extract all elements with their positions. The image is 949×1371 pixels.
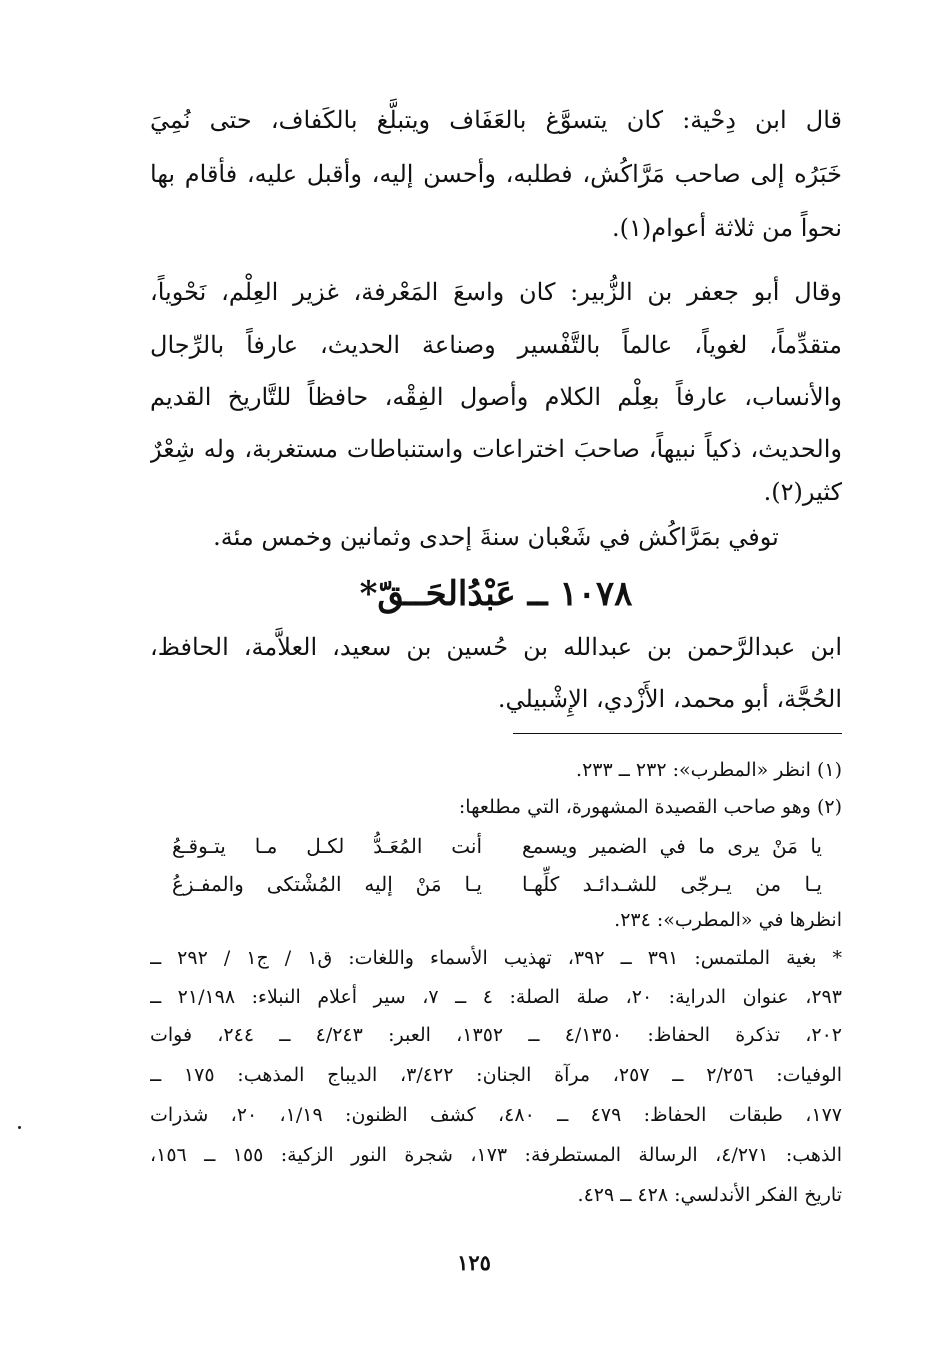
text-line: الحُجَّة، أبو محمد، الأَزْدي، الإِشْبيلي. [497, 685, 842, 713]
text-line: ابن عبدالرَّحمن بن عبدالله بن حُسين بن سعيد، العلاَّمة، الحافظ، [150, 633, 842, 661]
text-line: نحواً من ثلاثة أعوام(١). [612, 214, 842, 242]
page-number: ١٢٥ [457, 1250, 491, 1275]
text-line: تاريخ الفكر الأندلسي: ٤٢٨ ــ ٤٢٩. [577, 1184, 842, 1206]
text-line: وقال أبو جعفر بن الزُّبير: كان واسعَ المَعْرفة، غزير العِلْم، نَحْوياً، [150, 278, 842, 306]
verse-second-hemistich: أنت المُعَـدُّ لكـل مـا يتـوقـعُ [172, 834, 482, 858]
text-line: متقدِّماً، لغوياً، عالماً بالتَّفْسير وصناعة الحديث، عارفاً بالرِّجال [150, 331, 842, 359]
verse-second-hemistich: يـا مَنْ إليه المُشْتكى والمفـزعُ [172, 872, 482, 896]
text-line: الوفيات: ٢/٢٥٦ ــ ٢٥٧، مرآة الجنان: ٣/٤٢٢، الديباج المذهب: ١٧٥ ــ [150, 1064, 842, 1086]
text-line: الذهب: ٤/٢٧١، الرسالة المستطرفة: ١٧٣، شجرة النور الزكية: ١٥٥ ــ ١٥٦، [150, 1144, 842, 1166]
text-line: قال ابن دِحْية: كان يتسوَّغ بالعَفَاف ويتبلَّغ بالكَفاف، حتى نُمِيَ [150, 106, 842, 134]
footnote-2-intro: (٢) وهو صاحب القصيدة المشهورة، التي مطلعها: [458, 796, 842, 818]
text-line: ٢٩٣، عنوان الدراية: ٢٠، صلة الصلة: ٤ ــ ٧، سير أعلام النبلاء: ٢١/١٩٨ ــ [150, 986, 842, 1008]
footnote-2-reference: انظرها في «المطرب»: ٢٣٤. [614, 909, 842, 931]
text-line: كثير(٢). [763, 478, 842, 506]
footnote-1: (١) انظر «المطرب»: ٢٣٢ ــ ٢٣٣. [576, 759, 842, 781]
text-line: * بغية الملتمس: ٣٩١ ــ ٣٩٢، تهذيب الأسماء واللغات: ق١ / ج١ / ٢٩٢ ــ [150, 947, 842, 969]
verse-line [150, 826, 842, 866]
footnote-separator [513, 733, 842, 734]
text-line: خَبَرُه إلى صاحب مَرَّاكُش، فطلبه، وأحسن إليه، وأقبل عليه، فأقام بها [150, 160, 842, 188]
verse-first-hemistich: يا مَنْ يرى ما في الضمير ويسمع [522, 834, 822, 858]
verse-first-hemistich: يـا من يـرجّى للشـدائـد كلِّهـا [522, 872, 822, 896]
text-line: والحديث، ذكياً نبيهاً، صاحبَ اختراعات واستنباطات مستغربة، وله شِعْرٌ [150, 435, 842, 463]
text-line: والأنساب، عارفاً بعِلْم الكلام وأصول الفِقْه، حافظاً للتَّاريخ القديم [150, 383, 842, 411]
verse-line [150, 864, 842, 904]
scan-speck [18, 1126, 21, 1129]
text-line: ٢٠٢، تذكرة الحفاظ: ٤/١٣٥٠ ــ ١٣٥٢، العبر: ٤/٢٤٣ ــ ٢٤٤، فوات [150, 1024, 842, 1046]
text-line: ١٧٧، طبقات الحفاظ: ٤٧٩ ــ ٤٨٠، كشف الظنون: ١/١٩، ٢٠، شذرات [150, 1104, 842, 1126]
death-notice: توفي بمَرَّاكُش في شَعْبان سنةَ إحدى وثمانين وخمس مئة. [213, 523, 779, 551]
entry-heading: ١٠٧٨ ــ عَبْدُالحَــقّ* [359, 574, 633, 614]
